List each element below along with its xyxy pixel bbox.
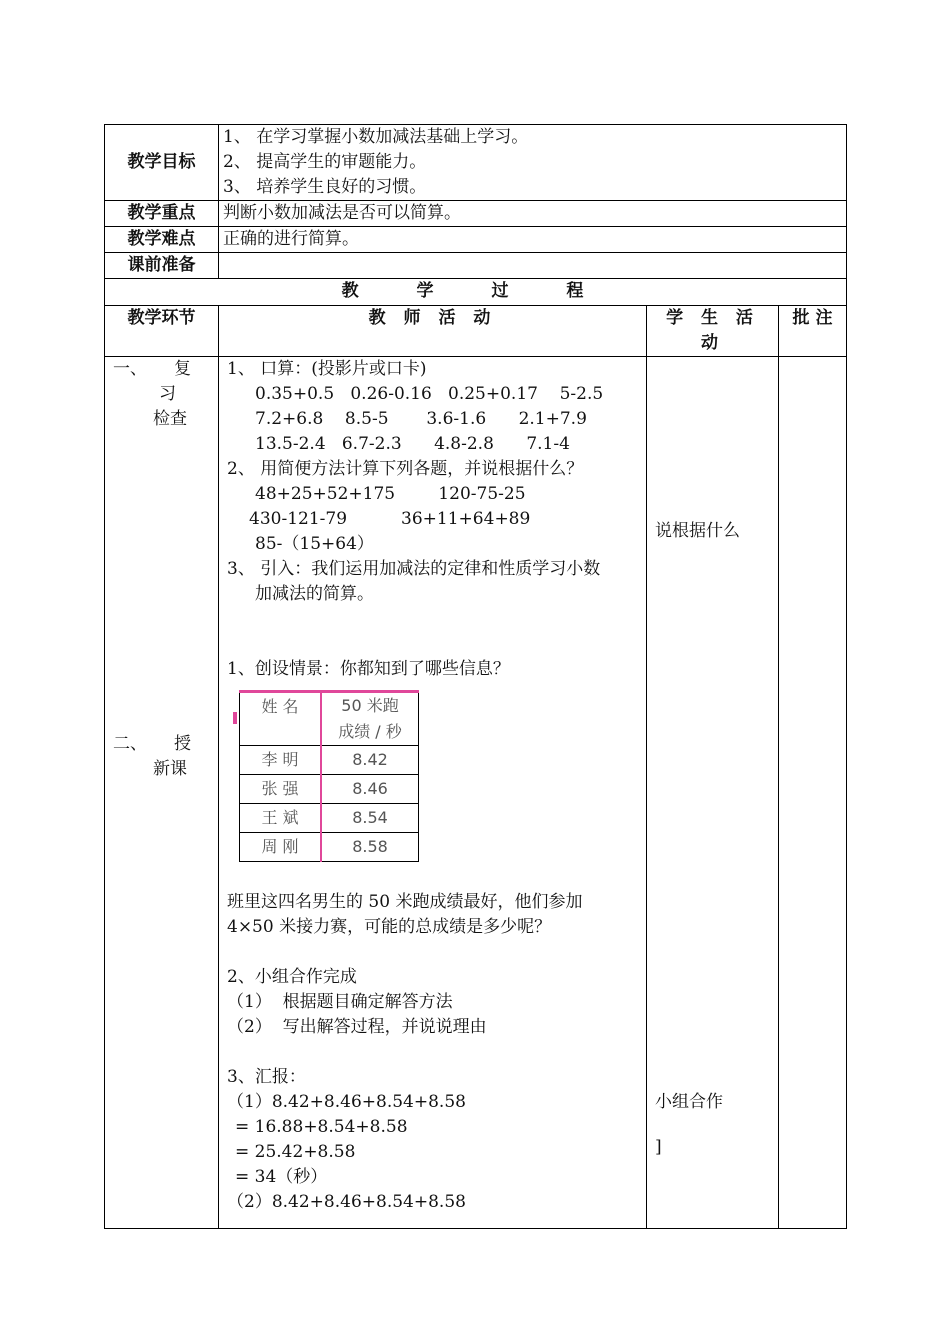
goal-item: 1、 在学习掌握小数加减法基础上学习。 <box>223 127 529 147</box>
stage-newlesson-line2: 新课 <box>153 759 187 779</box>
teacher-line: 7.2+6.8 8.5-5 3.6-1.6 2.1+7.9 <box>255 409 587 429</box>
teacher-line: 13.5-2.4 6.7-2.3 4.8-2.8 7.1-4 <box>255 434 570 454</box>
student-name: 王 斌 <box>240 804 322 833</box>
table-row <box>240 804 419 833</box>
stage-newlesson-line1: 二、 授 <box>113 734 192 754</box>
teacher-line: 1、 口算：(投影片或口卡) <box>227 359 427 379</box>
teacher-line: （1）8.42+8.46+8.54+8.58 <box>227 1092 466 1112</box>
teacher-line: 4×50 米接力赛，可能的总成绩是多少呢？ <box>227 917 552 937</box>
student-score: 8.54 <box>321 804 419 833</box>
score-table <box>239 690 419 862</box>
process-title: 教 学 过 程 <box>341 281 610 301</box>
teacher-line: 加减法的简算。 <box>255 584 374 604</box>
prep-label: 课前准备 <box>105 253 219 279</box>
teacher-line: 班里这四名男生的 50 米跑成绩最好，他们参加 <box>227 892 583 912</box>
difficulty-label: 教学难点 <box>105 227 219 253</box>
student-score: 8.46 <box>321 775 419 804</box>
goal-item: 3、 培养学生良好的习惯。 <box>223 177 427 197</box>
score-header-name: 姓 名 <box>240 692 322 746</box>
key-label: 教学重点 <box>105 201 219 227</box>
student-note: ] <box>655 1137 662 1157</box>
table-row <box>240 775 419 804</box>
teacher-line: 0.35+0.5 0.26-0.16 0.25+0.17 5-2.5 <box>255 384 604 404</box>
lesson-plan-table <box>104 124 847 1229</box>
goal-item: 2、 提高学生的审题能力。 <box>223 152 427 172</box>
student-score: 8.58 <box>321 833 419 862</box>
stage-review-line1: 一、 复 <box>113 359 192 379</box>
teacher-activity <box>219 357 647 1229</box>
student-name: 周 刚 <box>240 833 322 862</box>
teacher-line: = 16.88+8.54+8.58 <box>235 1117 408 1137</box>
goal-label: 教学目标 <box>105 125 219 201</box>
teacher-line: 2、 用简便方法计算下列各题，并说根据什么？ <box>227 459 584 479</box>
student-note: 说根据什么 <box>655 521 740 541</box>
student-score: 8.42 <box>321 746 419 775</box>
teacher-line: （2）8.42+8.46+8.54+8.58 <box>227 1192 466 1212</box>
note-cell <box>779 357 847 1229</box>
teacher-line: （1） 根据题目确定解答方法 <box>227 992 453 1012</box>
student-name: 李 明 <box>240 746 322 775</box>
teacher-line: 3、 引入：我们运用加减法的定律和性质学习小数 <box>227 559 601 579</box>
student-note: 小组合作 <box>655 1092 723 1112</box>
col-note: 批 注 <box>779 306 847 357</box>
col-student: 学 生 活 动 <box>647 306 779 357</box>
teacher-line: 1、创设情景：你都知到了哪些信息？ <box>227 659 510 679</box>
col-teacher: 教 师 活 动 <box>219 306 647 357</box>
teacher-line: （2） 写出解答过程，并说说理由 <box>227 1017 487 1037</box>
teacher-line: 430-121-79 36+11+64+89 <box>249 509 531 529</box>
decorative-mark <box>233 712 237 724</box>
student-name: 张 强 <box>240 775 322 804</box>
process-title-cell <box>105 279 847 306</box>
teacher-line: 2、小组合作完成 <box>227 967 357 987</box>
score-header-line1: 50 米跑 <box>341 696 399 715</box>
stage-cell <box>105 357 219 1229</box>
stage-review-line3: 检查 <box>153 409 187 429</box>
stage-review-line2: 习 <box>159 384 176 404</box>
table-row <box>240 746 419 775</box>
teacher-line: = 34（秒） <box>235 1167 328 1187</box>
col-stage: 教学环节 <box>105 306 219 357</box>
score-header-result <box>321 692 419 746</box>
prep-text <box>219 253 847 279</box>
score-header-line2: 成绩 / 秒 <box>338 722 402 741</box>
difficulty-text: 正确的进行简算。 <box>219 227 847 253</box>
score-table-image <box>233 690 419 880</box>
teacher-line: = 25.42+8.58 <box>235 1142 356 1162</box>
key-text: 判断小数加减法是否可以简算。 <box>219 201 847 227</box>
teacher-line: 48+25+52+175 120-75-25 <box>255 484 526 504</box>
goal-list <box>219 125 847 201</box>
student-activity <box>647 357 779 1229</box>
teacher-line: 3、汇报： <box>227 1067 306 1087</box>
table-row <box>240 833 419 862</box>
teacher-line: 85-（15+64） <box>255 534 374 554</box>
